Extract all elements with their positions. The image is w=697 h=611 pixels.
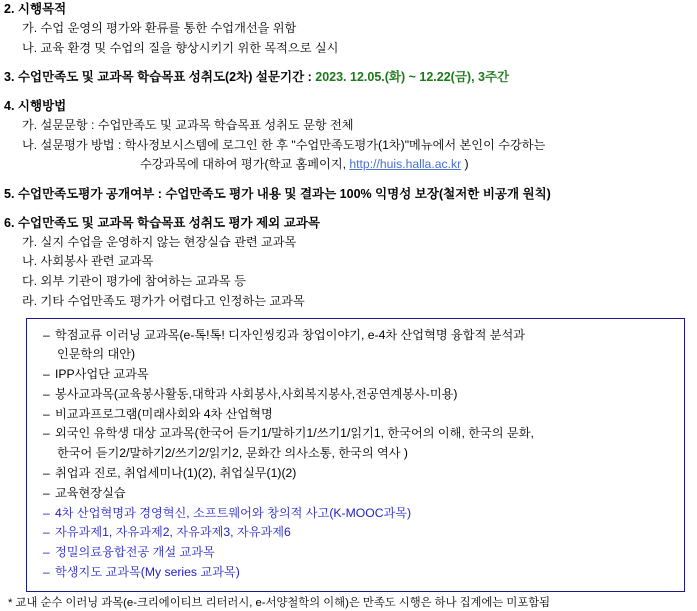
list-item-label: 봉사교과목(교육봉사활동,대학과 사회봉사,사회복지봉사,전공연계봉사-미용) [55,386,458,401]
list-item [37,405,674,425]
list-item-label: 외국인 유학생 대상 교과목(한국어 듣기1/말하기1/쓰기1/읽기1, 한국어의 이해, 한국의 문화, [55,426,534,441]
survey-period: 2023. 12.05.(화) ~ 12.22(금), 3주간 [315,70,510,85]
list-item [37,543,674,563]
section-4-line-2b-pre: 수강과목에 대하여 평가(학교 홈페이지, [140,157,350,172]
section-3-heading [0,68,697,87]
list-item-continuation [37,444,674,464]
section-4-line-2b [0,155,697,175]
section-6-line-3: 다. 외부 기관이 평가에 참여하는 교과목 등 [22,274,246,289]
list-item [37,523,674,543]
section-6-line-1: 가. 실지 수업을 운영하지 않는 현장실습 관련 교과목 [22,234,297,249]
list-item [37,424,674,444]
dash-bullet-icon: – [43,466,50,480]
section-5-heading [0,185,697,204]
dash-bullet-icon: – [43,327,50,342]
list-item [37,484,674,504]
list-item-label: 취업과 진로, 취업세미나(1)(2), 취업실무(1)(2) [55,466,297,480]
list-item-label: 인문학의 대안) [57,347,136,362]
section-6-title: 수업만족도 및 교과목 학습목표 성취도 평가 제외 교과목 [17,215,320,230]
list-item-label: 학생지도 교과목(My series 교과목) [55,564,240,579]
dash-bullet-icon: – [43,406,50,421]
section-6-number: 6. [4,215,15,230]
excluded-courses-box [26,318,685,592]
list-item-label: 학점교류 이러닝 교과목(e-톡!톡! 디자인씽킹과 창업이야기, e-4차 산업혁명 융합적 분석과 [55,327,526,342]
dash-bullet-icon: – [43,485,50,500]
dash-bullet-icon: – [43,367,50,382]
section-2-line-1: 가. 수업 운영의 평가와 환류를 통한 수업개선을 위함 [22,20,297,35]
dash-bullet-icon: – [43,426,50,441]
dash-bullet-icon: – [43,525,50,540]
section-6-heading [0,214,697,233]
section-2-number: 2. [4,2,15,16]
section-6-line-2: 나. 사회봉사 관련 교과목 [22,254,154,269]
section-4 [0,97,697,175]
dash-bullet-icon: – [43,505,50,520]
section-3-title: 수업만족도 및 교과목 학습목표 성취도(2차) 설문기간 : [17,70,316,85]
huis-portal-link[interactable]: http://huis.halla.ac.kr [349,157,462,172]
list-item [37,464,674,484]
footnote: * 교내 순수 이러닝 과목(e-크리에이티브 리터러시, e-서양철학의 이해)은 만족도 시행은 하나 집계에는 미포함됨 [8,596,551,609]
section-5-number: 5. [4,187,15,202]
list-item-label: 한국어 듣기2/말하기2/쓰기2/읽기2, 문화간 의사소통, 한국의 역사 ) [57,446,408,461]
section-3-number: 3. [4,70,15,85]
list-item [37,385,674,405]
list-item [37,504,674,524]
section-4-line-2a: 나. 설문평가 방법 : 학사정보시스템에 로그인 한 후 "수업만족도평가(1차)"메뉴에서 본인이 수강하는 [22,137,546,152]
section-3 [0,68,697,87]
dash-bullet-icon: – [43,545,50,560]
section-2 [0,0,697,58]
list-item [37,326,674,346]
section-5 [0,185,697,204]
dash-bullet-icon: – [43,564,50,579]
dash-bullet-icon: – [43,386,50,401]
section-4-line-1: 가. 설문문항 : 수업만족도 및 교과목 학습목표 성취도 문항 전체 [22,117,354,132]
section-4-title: 시행방법 [17,99,67,114]
section-2-heading [0,0,697,19]
section-6 [0,214,697,312]
list-item-label: 정밀의료융합전공 개설 교과목 [55,545,215,560]
list-item-label: 4차 산업혁명과 경영혁신, 소프트웨어와 창의적 사고(K-MOOC과목) [55,505,412,520]
section-2-title: 시행목적 [17,2,67,16]
section-2-line-2: 나. 교육 환경 및 수업의 질을 향상시키기 위한 목적으로 실시 [22,40,339,55]
section-6-line-4: 라. 기타 수업만족도 평가가 어렵다고 인정하는 교과목 [22,293,305,308]
list-item-label: IPP사업단 교과목 [55,367,149,382]
list-item-label: 비교과프로그램(미래사회와 4차 산업혁명 [55,406,273,421]
section-4-heading [0,97,697,116]
section-4-number: 4. [4,99,15,114]
section-4-line-2b-post: ) [461,157,469,172]
list-item-label: 교육현장실습 [55,485,126,500]
list-item-continuation [37,345,674,365]
section-5-title: 수업만족도평가 공개여부 : 수업만족도 평가 내용 및 결과는 100% 익명성 보장(철저한 비공개 원칙) [17,187,551,202]
list-item [37,365,674,385]
list-item-label: 자유과제1, 자유과제2, 자유과제3, 자유과제6 [55,525,291,540]
